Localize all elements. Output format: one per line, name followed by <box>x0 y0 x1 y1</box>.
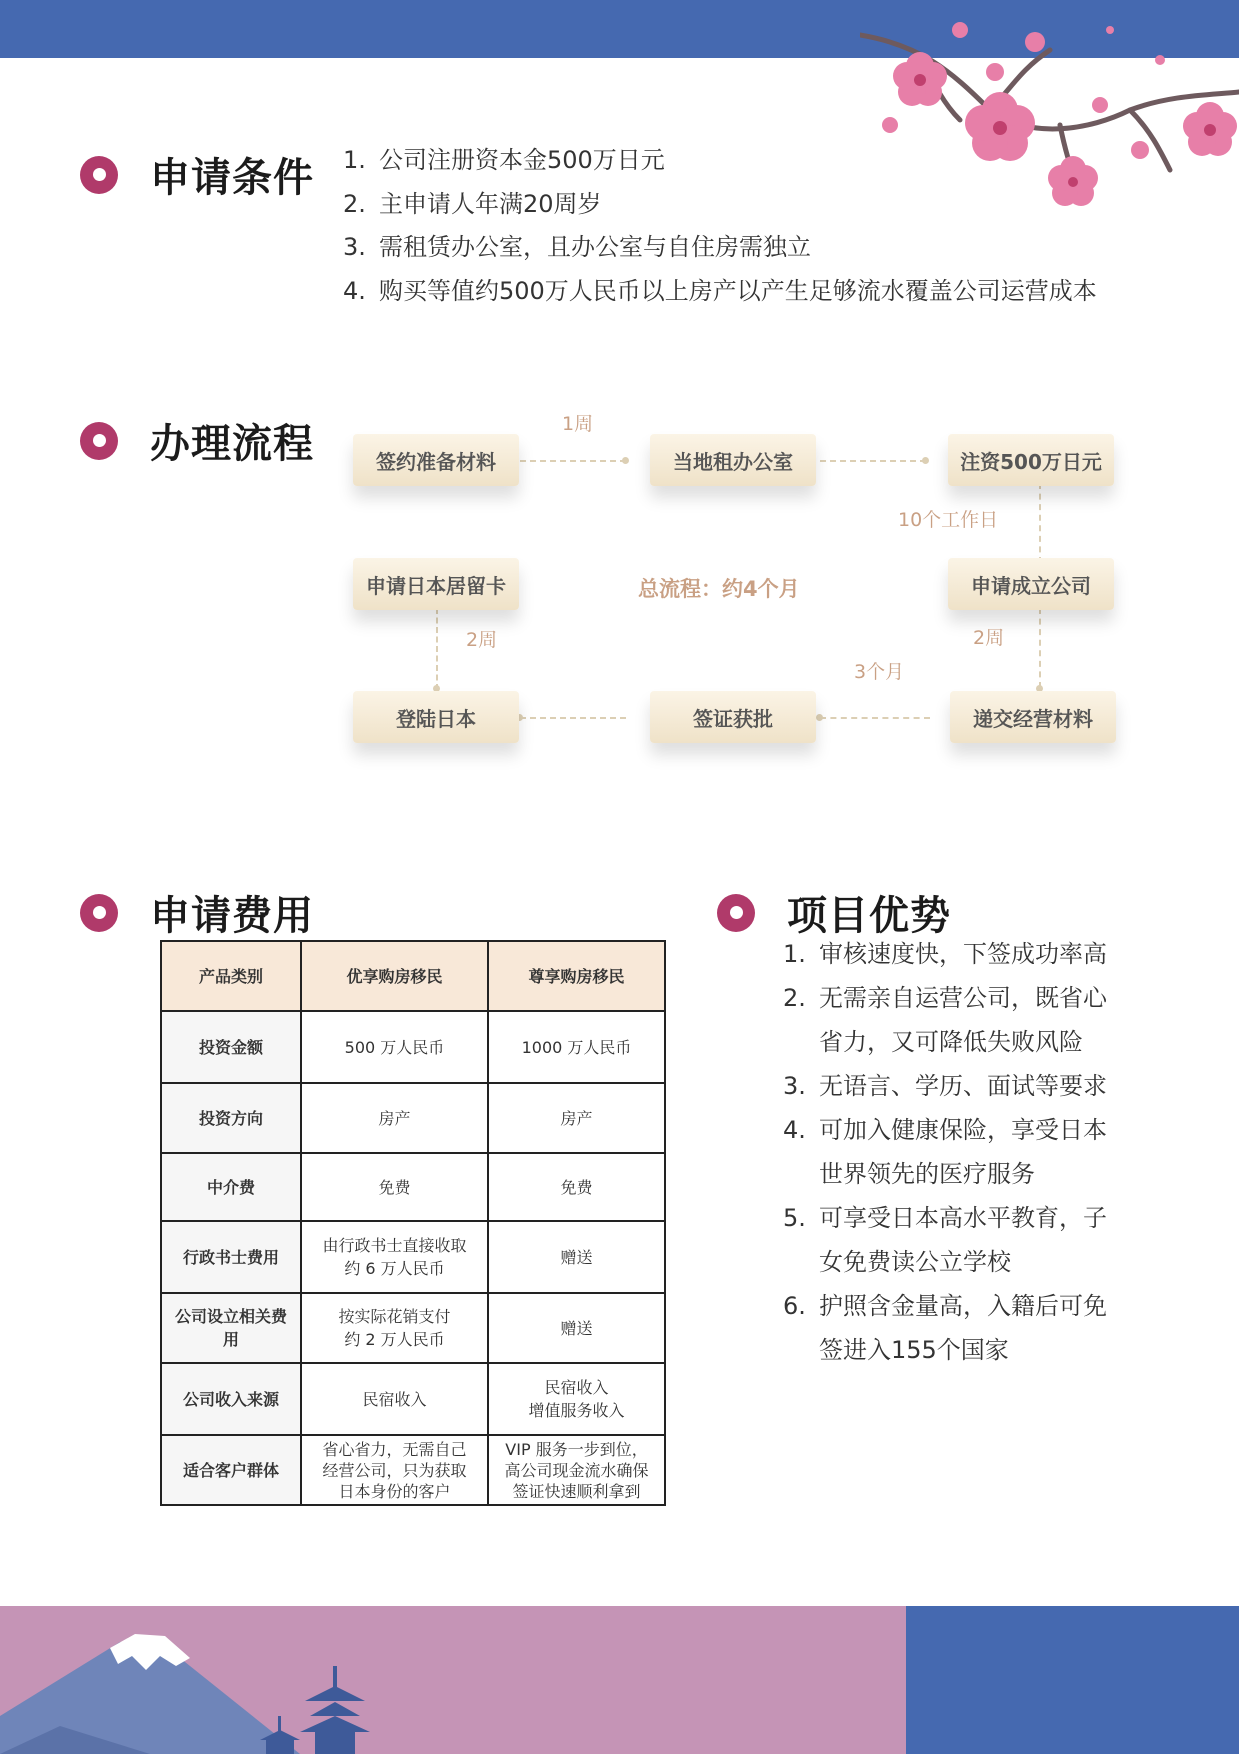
flow-label-workdays: 10个工作日 <box>898 509 999 531</box>
flow-connector <box>820 717 930 719</box>
fee-table <box>160 940 666 1506</box>
list-item: 4. 购买等值约500万人民币以上房产以产生足够流水覆盖公司运营成本 <box>343 276 1097 305</box>
table-cell: 房产 <box>301 1083 488 1153</box>
table-row <box>161 1011 665 1083</box>
table-row <box>161 1435 665 1505</box>
list-item: 4. 可加入健康保险，享受日本世界领先的医疗服务 <box>783 1116 1107 1188</box>
flow-dot <box>622 457 629 464</box>
list-item: 6. 护照含金量高，入籍后可免签进入155个国家 <box>783 1292 1107 1364</box>
circle-bullet-icon <box>80 422 118 460</box>
flow-dot <box>816 714 823 721</box>
process-flowchart <box>330 395 1130 815</box>
table-cell: 按实际花销支付 约 2 万人民币 <box>301 1293 488 1363</box>
table-cell: 适合客户群体 <box>161 1435 301 1505</box>
flow-label-weeks2-right: 2周 <box>973 627 1005 649</box>
section-title-conditions: 申请条件 <box>80 146 314 203</box>
table-cell: 由行政书士直接收取 约 6 万人民币 <box>301 1221 488 1293</box>
section-title-fees: 申请费用 <box>80 884 314 941</box>
flow-label-week1: 1周 <box>562 413 594 435</box>
table-row <box>161 1083 665 1153</box>
section-title-advantages: 项目优势 <box>717 884 951 941</box>
table-cell: 赠送 <box>488 1293 665 1363</box>
mount-fuji-pagoda-illustration <box>0 1606 906 1754</box>
flow-label-weeks2-left: 2周 <box>466 629 498 651</box>
flow-connector <box>436 608 438 690</box>
advantages-list <box>783 932 1123 1372</box>
table-cell: 500 万人民币 <box>301 1011 488 1083</box>
table-header: 优享购房移民 <box>301 941 488 1011</box>
table-row <box>161 1363 665 1435</box>
circle-bullet-icon <box>80 894 118 932</box>
flow-connector <box>820 460 926 462</box>
table-cell: 行政书士费用 <box>161 1221 301 1293</box>
table-cell: 1000 万人民币 <box>488 1011 665 1083</box>
flow-connector <box>520 717 626 719</box>
table-cell: 赠送 <box>488 1221 665 1293</box>
flow-dot <box>922 457 929 464</box>
table-cell: 公司收入来源 <box>161 1363 301 1435</box>
table-cell: 公司设立相关费 用 <box>161 1293 301 1363</box>
circle-bullet-icon <box>80 156 118 194</box>
flow-total-duration: 总流程：约4个月 <box>638 577 800 601</box>
table-cell: 民宿收入 <box>301 1363 488 1435</box>
table-cell: 中介费 <box>161 1153 301 1221</box>
flow-node-prepare: 签约准备材料 <box>353 434 519 486</box>
table-cell: 民宿收入 增值服务收入 <box>488 1363 665 1435</box>
list-item: 2. 主申请人年满20周岁 <box>343 189 602 218</box>
conditions-list <box>343 139 1097 313</box>
table-cell: VIP 服务一步到位， 高公司现金流水确保 签证快速顺利拿到 <box>488 1435 665 1505</box>
table-cell: 省心省力，无需自己 经营公司，只为获取 日本身份的客户 <box>301 1435 488 1505</box>
flow-connector <box>1039 483 1041 563</box>
flow-node-office: 当地租办公室 <box>650 434 816 486</box>
flow-node-land: 登陆日本 <box>353 691 519 743</box>
footer-band <box>0 1606 1239 1754</box>
table-row <box>161 1221 665 1293</box>
table-cell: 投资方向 <box>161 1083 301 1153</box>
list-item: 3. 需租赁办公室，且办公室与自住房需独立 <box>343 233 811 261</box>
table-cell: 免费 <box>488 1153 665 1221</box>
table-row <box>161 1293 665 1363</box>
table-header: 尊享购房移民 <box>488 941 665 1011</box>
flow-node-visa: 签证获批 <box>650 691 816 743</box>
flow-node-residence: 申请日本居留卡 <box>353 558 519 610</box>
flow-node-submit: 递交经营材料 <box>950 691 1116 743</box>
section-title-process: 办理流程 <box>80 412 314 469</box>
list-item: 5. 可享受日本高水平教育，子女免费读公立学校 <box>783 1204 1107 1276</box>
list-item: 2. 无需亲自运营公司，既省心省力，又可降低失败风险 <box>783 984 1107 1056</box>
list-item: 1. 审核速度快，下签成功率高 <box>783 940 1107 968</box>
table-header: 产品类别 <box>161 941 301 1011</box>
flow-label-months3: 3个月 <box>854 661 905 683</box>
flow-node-capital: 注资500万日元 <box>948 434 1114 486</box>
table-cell: 投资金额 <box>161 1011 301 1083</box>
table-cell: 免费 <box>301 1153 488 1221</box>
flow-connector <box>520 460 626 462</box>
list-item: 3. 无语言、学历、面试等要求 <box>783 1072 1107 1100</box>
footer-blue-block <box>906 1606 1239 1754</box>
table-cell: 房产 <box>488 1083 665 1153</box>
flow-connector <box>1039 608 1041 688</box>
flow-node-establish: 申请成立公司 <box>948 558 1114 610</box>
circle-bullet-icon <box>717 894 755 932</box>
list-item: 1. 公司注册资本金500万日元 <box>343 146 665 174</box>
table-row <box>161 1153 665 1221</box>
table-header-row <box>161 941 665 1011</box>
